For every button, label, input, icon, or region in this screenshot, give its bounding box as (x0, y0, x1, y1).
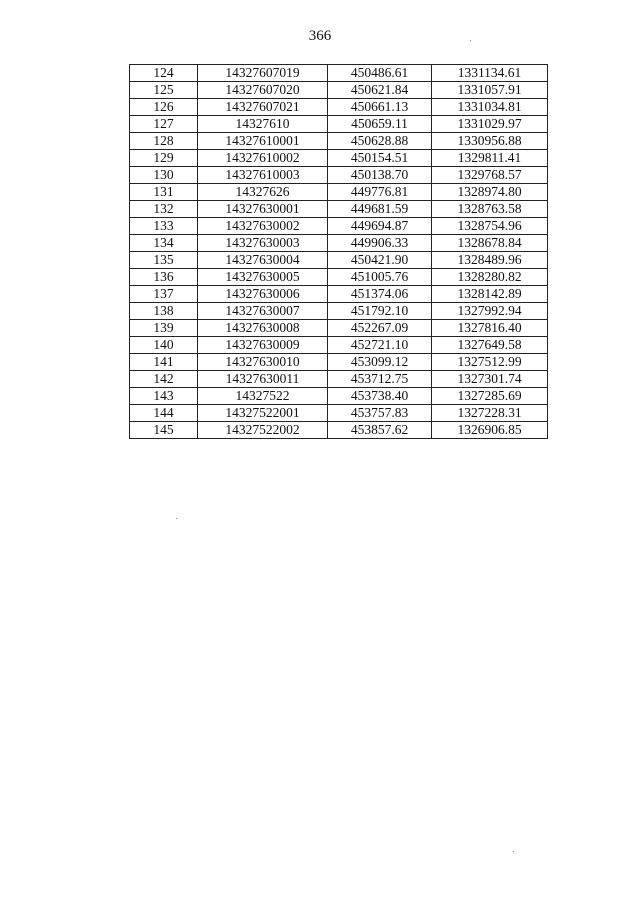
cell-y-coordinate: 1328678.84 (432, 235, 548, 252)
cell-point-number: 131 (130, 184, 198, 201)
cell-x-coordinate: 450621.84 (328, 82, 432, 99)
cell-y-coordinate: 1328754.96 (432, 218, 548, 235)
table-row (130, 337, 548, 354)
cell-x-coordinate: 449694.87 (328, 218, 432, 235)
cell-point-number: 129 (130, 150, 198, 167)
cell-y-coordinate: 1330956.88 (432, 133, 548, 150)
cell-point-number: 124 (130, 65, 198, 82)
cell-y-coordinate: 1331034.81 (432, 99, 548, 116)
cell-point-number: 137 (130, 286, 198, 303)
coordinates-table-body (130, 65, 548, 439)
table-row (130, 235, 548, 252)
page-number: 366 (308, 28, 332, 44)
table-row (130, 82, 548, 99)
scan-speck (176, 518, 177, 519)
cell-point-code: 14327610 (198, 116, 328, 133)
cell-x-coordinate: 450628.88 (328, 133, 432, 150)
cell-y-coordinate: 1331057.91 (432, 82, 548, 99)
table-row (130, 286, 548, 303)
table-row (130, 65, 548, 82)
table-row (130, 201, 548, 218)
cell-y-coordinate: 1328974.80 (432, 184, 548, 201)
cell-x-coordinate: 450421.90 (328, 252, 432, 269)
table-row (130, 388, 548, 405)
table-row (130, 184, 548, 201)
cell-x-coordinate: 449776.81 (328, 184, 432, 201)
cell-x-coordinate: 453099.12 (328, 354, 432, 371)
cell-point-code: 14327630002 (198, 218, 328, 235)
cell-y-coordinate: 1331134.61 (432, 65, 548, 82)
table-row (130, 252, 548, 269)
coordinates-table-container (129, 64, 548, 439)
table-row (130, 422, 548, 439)
cell-x-coordinate: 449906.33 (328, 235, 432, 252)
cell-point-code: 14327607021 (198, 99, 328, 116)
cell-point-number: 133 (130, 218, 198, 235)
cell-point-code: 14327630006 (198, 286, 328, 303)
table-row (130, 354, 548, 371)
cell-point-number: 136 (130, 269, 198, 286)
cell-point-code: 14327630005 (198, 269, 328, 286)
cell-x-coordinate: 451374.06 (328, 286, 432, 303)
cell-point-number: 142 (130, 371, 198, 388)
cell-point-number: 134 (130, 235, 198, 252)
cell-point-code: 14327522002 (198, 422, 328, 439)
cell-y-coordinate: 1327512.99 (432, 354, 548, 371)
cell-y-coordinate: 1327649.58 (432, 337, 548, 354)
cell-x-coordinate: 450486.61 (328, 65, 432, 82)
table-row (130, 150, 548, 167)
cell-point-code: 14327607020 (198, 82, 328, 99)
cell-point-number: 126 (130, 99, 198, 116)
cell-point-number: 135 (130, 252, 198, 269)
cell-y-coordinate: 1327301.74 (432, 371, 548, 388)
table-row (130, 320, 548, 337)
cell-point-number: 141 (130, 354, 198, 371)
cell-point-number: 139 (130, 320, 198, 337)
table-row (130, 218, 548, 235)
cell-x-coordinate: 451005.76 (328, 269, 432, 286)
table-row (130, 99, 548, 116)
cell-y-coordinate: 1328142.89 (432, 286, 548, 303)
cell-x-coordinate: 450659.11 (328, 116, 432, 133)
cell-point-code: 14327630007 (198, 303, 328, 320)
cell-x-coordinate: 449681.59 (328, 201, 432, 218)
cell-point-code: 14327630011 (198, 371, 328, 388)
cell-point-number: 127 (130, 116, 198, 133)
cell-x-coordinate: 453857.62 (328, 422, 432, 439)
cell-x-coordinate: 450154.51 (328, 150, 432, 167)
cell-point-number: 132 (130, 201, 198, 218)
cell-point-code: 14327610001 (198, 133, 328, 150)
cell-point-code: 14327630004 (198, 252, 328, 269)
cell-point-code: 14327630008 (198, 320, 328, 337)
cell-point-code: 14327607019 (198, 65, 328, 82)
cell-y-coordinate: 1329811.41 (432, 150, 548, 167)
cell-x-coordinate: 451792.10 (328, 303, 432, 320)
scan-speck (470, 40, 471, 41)
cell-y-coordinate: 1326906.85 (432, 422, 548, 439)
cell-x-coordinate: 450138.70 (328, 167, 432, 184)
cell-point-code: 14327626 (198, 184, 328, 201)
cell-point-number: 140 (130, 337, 198, 354)
cell-point-code: 14327610002 (198, 150, 328, 167)
cell-point-number: 138 (130, 303, 198, 320)
cell-x-coordinate: 452267.09 (328, 320, 432, 337)
scan-speck (513, 851, 514, 852)
cell-point-number: 144 (130, 405, 198, 422)
cell-y-coordinate: 1328280.82 (432, 269, 548, 286)
cell-y-coordinate: 1329768.57 (432, 167, 548, 184)
cell-point-number: 125 (130, 82, 198, 99)
table-row (130, 405, 548, 422)
table-row (130, 133, 548, 150)
coordinates-table (129, 64, 548, 439)
cell-x-coordinate: 450661.13 (328, 99, 432, 116)
cell-point-number: 145 (130, 422, 198, 439)
table-row (130, 167, 548, 184)
cell-x-coordinate: 453712.75 (328, 371, 432, 388)
cell-point-number: 128 (130, 133, 198, 150)
table-row (130, 269, 548, 286)
cell-y-coordinate: 1328489.96 (432, 252, 548, 269)
cell-x-coordinate: 453757.83 (328, 405, 432, 422)
cell-point-code: 14327630003 (198, 235, 328, 252)
cell-x-coordinate: 453738.40 (328, 388, 432, 405)
cell-y-coordinate: 1327992.94 (432, 303, 548, 320)
cell-point-code: 14327522 (198, 388, 328, 405)
cell-point-code: 14327630001 (198, 201, 328, 218)
cell-y-coordinate: 1331029.97 (432, 116, 548, 133)
cell-point-number: 130 (130, 167, 198, 184)
cell-point-code: 14327630010 (198, 354, 328, 371)
table-row (130, 371, 548, 388)
cell-y-coordinate: 1328763.58 (432, 201, 548, 218)
cell-y-coordinate: 1327285.69 (432, 388, 548, 405)
cell-y-coordinate: 1327816.40 (432, 320, 548, 337)
table-row (130, 303, 548, 320)
cell-point-code: 14327610003 (198, 167, 328, 184)
cell-point-code: 14327522001 (198, 405, 328, 422)
cell-point-code: 14327630009 (198, 337, 328, 354)
cell-point-number: 143 (130, 388, 198, 405)
cell-x-coordinate: 452721.10 (328, 337, 432, 354)
table-row (130, 116, 548, 133)
cell-y-coordinate: 1327228.31 (432, 405, 548, 422)
